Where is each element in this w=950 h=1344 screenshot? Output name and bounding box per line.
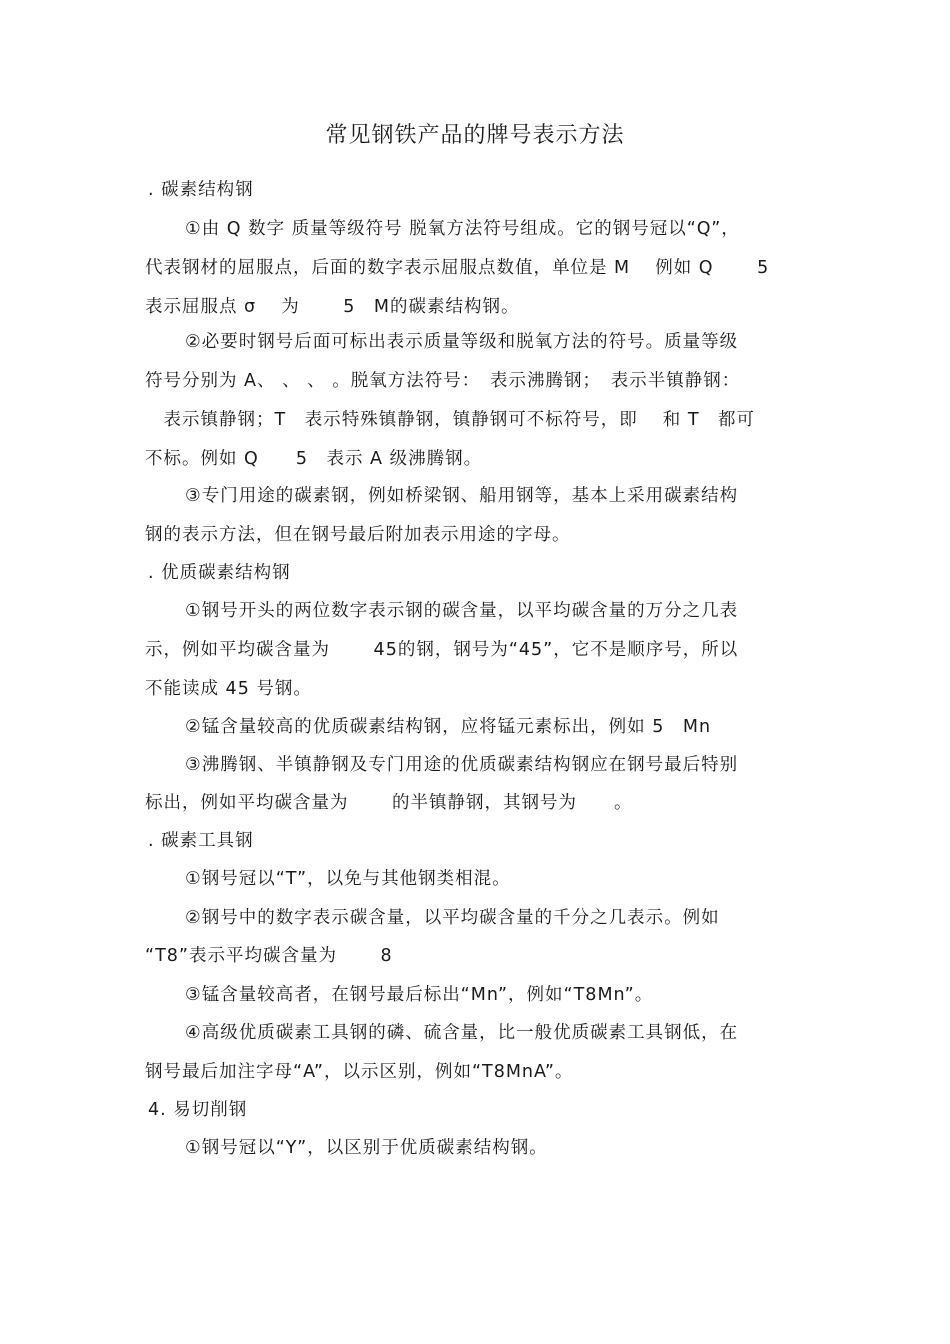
section-heading: . 碳素工具钢 bbox=[148, 831, 254, 851]
paragraph-line: 表示镇静钢；T 表示特殊镇静钢，镇静钢可不标符号，即 和 T 都可 bbox=[145, 410, 756, 430]
paragraph-line: 代表钢材的屈服点，后面的数字表示屈服点数值，单位是 M 例如 Q 5 bbox=[145, 258, 770, 278]
paragraph-line: ③锰含量较高者，在钢号最后标出“Mn”，例如“T8Mn”。 bbox=[185, 985, 654, 1005]
paragraph-line: 表示屈服点 σ 为 5 M的碳素结构钢。 bbox=[145, 297, 520, 317]
paragraph-line: 示，例如平均碳含量为 45的钢，钢号为“45”，它不是顺序号，所以 bbox=[145, 640, 739, 660]
paragraph-line: 不能读成 45 号钢。 bbox=[145, 679, 312, 699]
paragraph-line: ②必要时钢号后面可标出表示质量等级和脱氧方法的符号。质量等级 bbox=[185, 332, 739, 352]
paragraph-line: 标出，例如平均碳含量为 的半镇静钢，其钢号为 。 bbox=[145, 793, 633, 813]
paragraph-line: “T8”表示平均碳含量为 8 bbox=[145, 946, 393, 966]
paragraph-line: ①钢号冠以“Y”，以区别于优质碳素结构钢。 bbox=[185, 1138, 548, 1158]
paragraph-line: ③沸腾钢、半镇静钢及专门用途的优质碳素结构钢应在钢号最后特别 bbox=[185, 755, 739, 775]
page-title: 常见钢铁产品的牌号表示方法 bbox=[325, 123, 625, 148]
paragraph-line: ①钢号开头的两位数字表示钢的碳含量，以平均碳含量的万分之几表 bbox=[185, 601, 739, 621]
paragraph-line: ③专门用途的碳素钢，例如桥梁钢、船用钢等，基本上采用碳素结构 bbox=[185, 486, 739, 506]
section-heading: . 优质碳素结构钢 bbox=[148, 563, 291, 583]
section-heading: . 碳素结构钢 bbox=[148, 180, 254, 200]
paragraph-line: 钢号最后加注字母“A”，以示区别，例如“T8MnA”。 bbox=[145, 1062, 574, 1082]
paragraph-line: ②锰含量较高的优质碳素结构钢，应将锰元素标出，例如 5 Mn bbox=[185, 717, 712, 737]
paragraph-line: ④高级优质碳素工具钢的磷、硫含量，比一般优质碳素工具钢低，在 bbox=[185, 1023, 739, 1043]
paragraph-line: ②钢号中的数字表示碳含量，以平均碳含量的千分之几表示。例如 bbox=[185, 908, 720, 928]
paragraph-line: 不标。例如 Q 5 表示 A 级沸腾钢。 bbox=[145, 449, 483, 469]
paragraph-line: ①钢号冠以“T”，以免与其他钢类相混。 bbox=[185, 869, 511, 889]
section-heading: 4. 易切削钢 bbox=[148, 1100, 248, 1120]
paragraph-line: ①由 Q 数字 质量等级符号 脱氧方法符号组成。它的钢号冠以“Q”， bbox=[185, 219, 740, 239]
paragraph-line: 符号分别为 A、 、 、 。脱氧方法符号： 表示沸腾钢； 表示半镇静钢： bbox=[145, 371, 741, 391]
paragraph-line: 钢的表示方法，但在钢号最后附加表示用途的字母。 bbox=[145, 525, 571, 545]
